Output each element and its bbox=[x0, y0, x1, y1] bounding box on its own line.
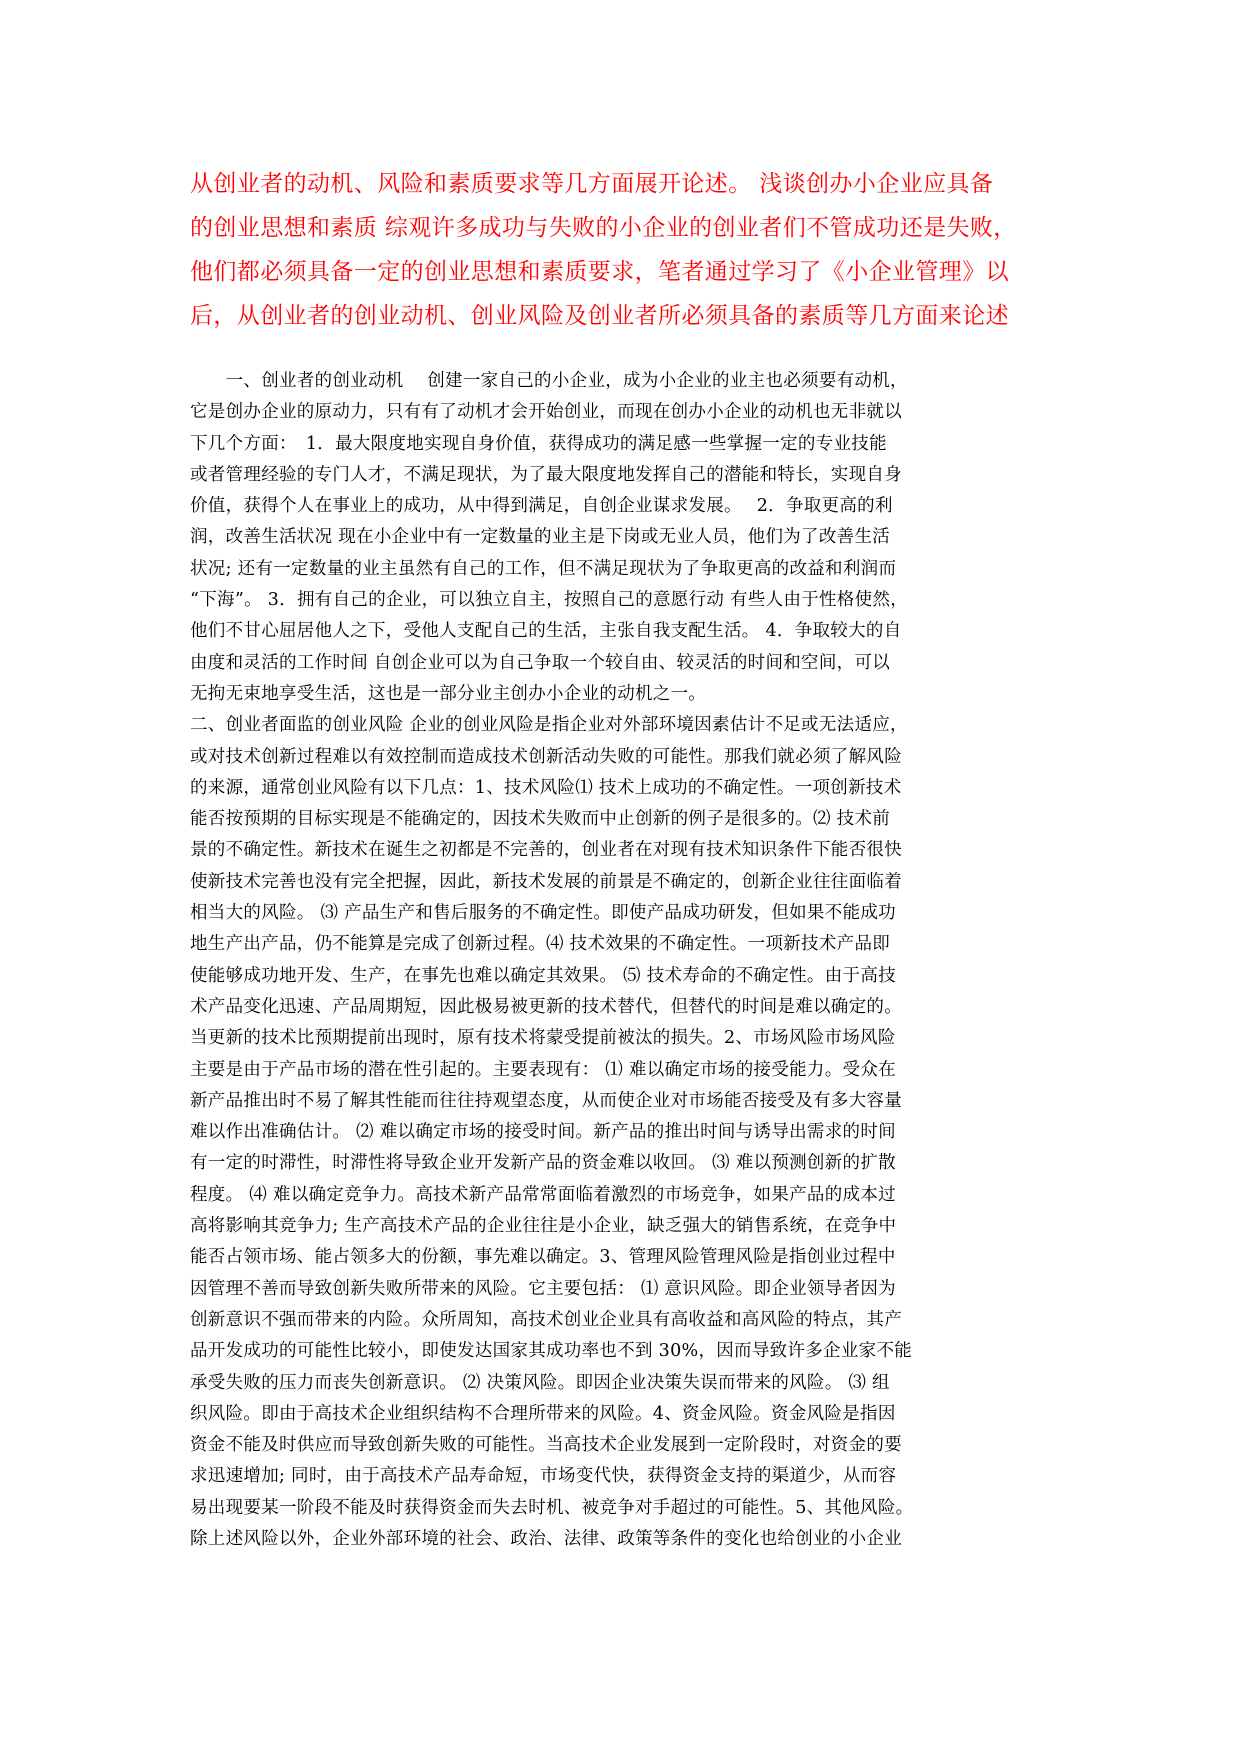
body-text-line: 润，改善生活状况 现在小企业中有一定数量的业主是下岗或无业人员，他们为了改善生活 bbox=[190, 527, 891, 548]
body-text-line: 当更新的技术比预期提前出现时，原有技术将蒙受提前被汰的损失。2、市场风险市场风险 bbox=[190, 1028, 896, 1049]
body-text-line: 它是创办企业的原动力，只有有了动机才会开始创业，而现在创办小企业的动机也无非就以 bbox=[190, 402, 902, 423]
body-text-line: 地生产出产品，仍不能算是完成了创新过程。⑷ 技术效果的不确定性。一项新技术产品即 bbox=[190, 934, 891, 955]
body-text-line: 难以作出准确估计。 ⑵ 难以确定市场的接受时间。新产品的推出时间与诱导出需求的时间 bbox=[190, 1122, 896, 1143]
body-text-line: 无拘无束地享受生活，这也是一部分业主创办小企业的动机之一。 bbox=[190, 683, 707, 704]
body-text-line: 二、创业者面监的创业风险 企业的创业风险是指企业对外部环境因素估计不足或无法适应， bbox=[190, 715, 908, 736]
body-text-line: “下海”。 3．拥有自己的企业，可以独立自主，按照自己的意愿行动 有些人由于性格使然， bbox=[190, 590, 909, 611]
body-text-line: 织风险。即由于高技术企业组织结构不合理所带来的风险。4、资金风险。资金风险是指因 bbox=[190, 1403, 896, 1424]
body-text-line: 因管理不善而导致创新失败所带来的风险。它主要包括： ⑴ 意识风险。即企业领导者因为 bbox=[190, 1278, 896, 1299]
body-paragraphs bbox=[190, 366, 1055, 1555]
body-text-line: 易出现要某一阶段不能及时获得资金而失去时机、被竞争对手超过的可能性。5、其他风险。 bbox=[190, 1497, 914, 1518]
red-heading-paragraph bbox=[190, 162, 1058, 338]
body-text-line: 景的不确定性。新技术在诞生之初都是不完善的，创业者在对现有技术知识条件下能否很快 bbox=[190, 840, 902, 861]
body-text-line: 状况; 还有一定数量的业主虽然有自己的工作，但不满足现状为了争取更高的改益和利润而 bbox=[190, 558, 897, 579]
body-text-line: 主要是由于产品市场的潜在性引起的。主要表现有： ⑴ 难以确定市场的接受能力。受众在 bbox=[190, 1059, 896, 1080]
body-text-line: 能否占领市场、能占领多大的份额，事先难以确定。3、管理风险管理风险是指创业过程中 bbox=[190, 1247, 896, 1268]
body-text-line: 求迅速增加; 同时，由于高技术产品寿命短，市场变代快，获得资金支持的渠道少，从而容 bbox=[190, 1466, 897, 1487]
body-text-line: 资金不能及时供应而导致创新失败的可能性。当高技术企业发展到一定阶段时，对资金的要 bbox=[190, 1435, 902, 1456]
heading-line: 后，从创业者的创业动机、创业风险及创业者所必须具备的素质等几方面来论述 bbox=[190, 303, 1009, 329]
body-text-line: 价值，获得个人在事业上的成功，从中得到满足，自创企业谋求发展。 2．争取更高的利 bbox=[190, 496, 893, 517]
body-text-line: 品开发成功的可能性比较小，即使发达国家其成功率也不到 30%，因而导致许多企业家不能 bbox=[190, 1341, 913, 1362]
body-text-line: 使新技术完善也没有完全把握，因此，新技术发展的前景是不确定的，创新企业往往面临着 bbox=[190, 871, 902, 892]
body-text-line: 术产品变化迅速、产品周期短，因此极易被更新的技术替代，但替代的时间是难以确定的。 bbox=[190, 996, 902, 1017]
body-text-line: 有一定的时滞性，时滞性将导致企业开发新产品的资金难以收回。 ⑶ 难以预测创新的扩散 bbox=[190, 1153, 896, 1174]
body-text-line: 下几个方面： 1．最大限度地实现自身价值，获得成功的满足感一些掌握一定的专业技能 bbox=[190, 433, 887, 454]
body-text-line: 除上述风险以外，企业外部环境的社会、政治、法律、政策等条件的变化也给创业的小企业 bbox=[190, 1528, 902, 1549]
body-text-line: 创新意识不强而带来的内险。众所周知，高技术创业企业具有高收益和高风险的特点，其产 bbox=[190, 1309, 902, 1330]
body-text-line: 承受失败的压力而丧失创新意识。 ⑵ 决策风险。即因企业决策失误而带来的风险。 ⑶ 组 bbox=[190, 1372, 890, 1393]
body-text-line: 相当大的风险。 ⑶ 产品生产和售后服务的不确定性。即使产品成功研发，但如果不能成功 bbox=[190, 903, 896, 924]
body-text-line: 高将影响其竞争力; 生产高技术产品的企业往往是小企业，缺乏强大的销售系统，在竞争中 bbox=[190, 1216, 897, 1237]
body-text-line: 他们不甘心屈居他人之下，受他人支配自己的生活，主张自我支配生活。 4．争取较大的自 bbox=[190, 621, 902, 642]
body-text-line: 新产品推出时不易了解其性能而往往持观望态度，从而使企业对市场能否接受及有多大容量 bbox=[190, 1090, 902, 1111]
heading-line: 的创业思想和素质 综观许多成功与失败的小企业的创业者们不管成功还是失败， bbox=[190, 215, 1017, 241]
body-text-line: 使能够成功地开发、生产，在事先也难以确定其效果。 ⑸ 技术寿命的不确定性。由于高技 bbox=[190, 965, 896, 986]
body-text-line: 或对技术创新过程难以有效控制而造成技术创新活动失败的可能性。那我们就必须了解风险 bbox=[190, 746, 902, 767]
body-text-line: 程度。 ⑷ 难以确定竞争力。高技术新产品常常面临着激烈的市场竞争，如果产品的成本过 bbox=[190, 1184, 896, 1205]
body-text-line: 由度和灵活的工作时间 自创企业可以为自己争取一个较自由、较灵活的时间和空间，可以 bbox=[190, 652, 891, 673]
body-text-line: 能否按预期的目标实现是不能确定的，因技术失败而中止创新的例子是很多的。⑵ 技术前 bbox=[190, 809, 891, 830]
body-text-line: 一、创业者的创业动机 创建一家自己的小企业，成为小企业的业主也必须要有动机， bbox=[190, 371, 908, 391]
heading-line: 他们都必须具备一定的创业思想和素质要求，笔者通过学习了《小企业管理》以 bbox=[190, 259, 1009, 285]
body-text-line: 的来源，通常创业风险有以下几点：1、技术风险⑴ 技术上成功的不确定性。一项创新技术 bbox=[190, 777, 902, 798]
heading-line: 从创业者的动机、风险和素质要求等几方面展开论述。 浅谈创办小企业应具备 bbox=[190, 171, 994, 197]
body-text-line: 或者管理经验的专门人才，不满足现状，为了最大限度地发挥自己的潜能和特长，实现自身 bbox=[190, 464, 902, 485]
